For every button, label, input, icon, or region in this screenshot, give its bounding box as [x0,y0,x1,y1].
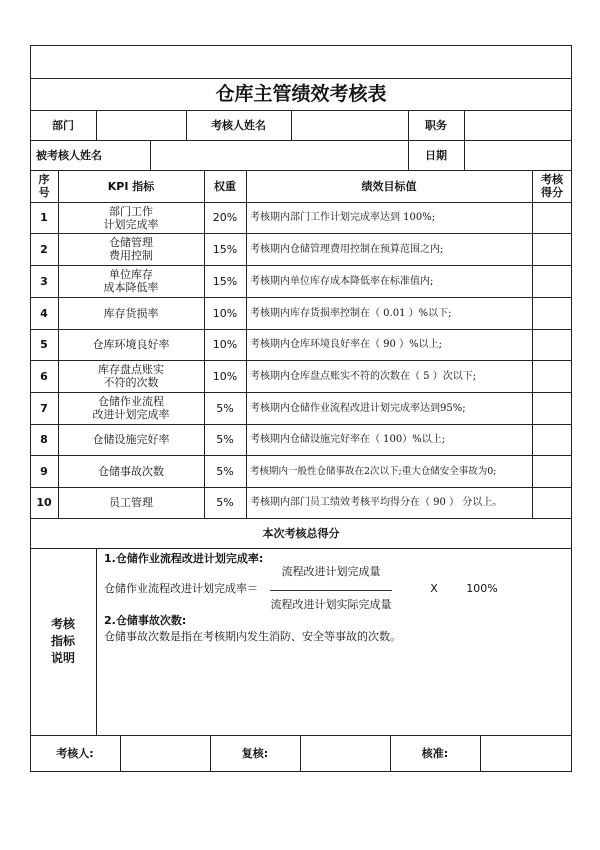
kpi-name: 仓储管理 费用控制 [109,236,153,262]
rule [96,548,97,735]
row-number: 4 [40,306,48,320]
kpi-target: 考核期内部门员工绩效考核平均得分在（ 90 ） 分以上。 [250,497,503,508]
kpi-name: 仓库环境良好率 [92,338,170,351]
row-number: 7 [40,401,48,415]
approve-label: 核准: [421,747,449,760]
formula-lhs: 仓储作业流程改进计划完成率＝ [104,581,258,595]
page-title: 仓库主管绩效考核表 [215,82,387,105]
row-number: 9 [40,464,48,478]
kpi-weight: 5% [216,401,234,415]
row-number: 5 [40,338,48,351]
kpi-target: 考核期内仓库环境良好率在（ 90 ）%以上; [250,339,442,350]
assessor-name-label: 考核人姓名 [211,118,266,132]
dept-label: 部门 [52,118,74,132]
row-number: 10 [36,496,52,509]
item2-title: 2.仓储事故次数: [104,613,187,627]
col-header-weight: 权重 [214,179,236,193]
review-label: 复核: [241,747,269,760]
kpi-weight: 5% [216,496,234,509]
row-number: 1 [40,211,48,224]
score-field[interactable] [532,392,572,424]
row-number: 2 [40,242,48,256]
explanation-label: 考核 指标 说明 [50,617,75,665]
score-field[interactable] [532,329,572,360]
kpi-target: 考核期内单位库存成本降低率在标准值内; [250,275,434,287]
formula-denominator: 流程改进计划实际完成量 [270,597,392,611]
rule [246,170,247,518]
kpi-target: 考核期内库存货损率控制在（ 0.01 ）%以下; [250,307,452,319]
kpi-name: 仓储事故次数 [98,464,164,478]
row-number: 3 [40,274,48,288]
total-score-label: 本次考核总得分 [262,526,340,540]
kpi-name: 库存货损率 [103,306,159,320]
item1-title: 1.仓储作业流程改进计划完成率: [104,551,264,565]
assessor-name-field[interactable] [291,110,408,140]
kpi-target: 考核期内仓储作业流程改进计划完成率达到95%; [250,402,466,414]
kpi-name: 库存盘点账实 不符的次数 [98,363,164,389]
kpi-name: 单位库存 成本降低率 [103,268,159,294]
date-label: 日期 [425,148,447,162]
kpi-name: 仓储作业流程 改进计划完成率 [92,395,170,421]
kpi-target: 考核期内仓储设施完好率在（ 100）%以上; [250,434,446,445]
kpi-weight: 5% [216,433,234,446]
row-number: 8 [40,433,48,446]
score-field[interactable] [532,487,572,518]
assessee-name-label: 被考核人姓名 [36,148,102,162]
assessee-name-field[interactable] [150,140,408,170]
score-field[interactable] [532,233,572,265]
score-field[interactable] [532,360,572,392]
date-field[interactable] [464,140,572,170]
kpi-weight: 10% [212,369,238,383]
review-signature-field[interactable] [300,735,390,772]
col-header-target: 绩效目标值 [361,179,417,193]
kpi-weight: 15% [212,242,238,256]
kpi-weight: 15% [212,274,238,288]
score-field[interactable] [532,265,572,297]
position-label: 职务 [425,118,447,132]
approve-signature-field[interactable] [480,735,572,772]
kpi-weight: 10% [212,306,238,320]
kpi-target: 考核期内仓储管理费用控制在预算范围之内; [250,243,444,255]
assessor-signature-field[interactable] [120,735,210,772]
fraction-bar [270,590,392,591]
score-field[interactable] [532,424,572,455]
kpi-weight: 10% [212,338,238,351]
col-header-score: 考核 得分 [541,173,563,199]
score-field[interactable] [532,202,572,233]
score-field[interactable] [532,297,572,329]
position-field[interactable] [464,110,572,140]
formula-numerator: 流程改进计划完成量 [281,564,381,578]
kpi-target: 考核期内一般性仓储事故在2次以下;重大仓储安全事故为0; [250,465,497,477]
col-header-seq: 序 号 [38,173,50,199]
kpi-name: 部门工作 计划完成率 [103,204,159,231]
formula-percent: 100% [466,581,498,595]
col-header-kpi: KPI 指标 [107,179,155,193]
dept-value-field[interactable] [96,110,186,140]
kpi-weight: 20% [212,211,238,224]
item2-text: 仓储事故次数是指在考核期内发生消防、安全等事故的次数。 [104,629,401,643]
score-field[interactable] [532,455,572,487]
rule [30,548,572,549]
kpi-name: 员工管理 [109,496,153,509]
kpi-weight: 5% [216,464,234,478]
kpi-target: 考核期内部门工作计划完成率达到 100%; [250,212,436,223]
times-sign: X [430,581,438,595]
assessor-label: 考核人: [56,747,94,760]
kpi-name: 仓储设施完好率 [92,433,170,446]
kpi-target: 考核期内仓库盘点账实不符的次数在（ 5 ）次以下; [250,370,477,382]
row-number: 6 [40,369,48,383]
